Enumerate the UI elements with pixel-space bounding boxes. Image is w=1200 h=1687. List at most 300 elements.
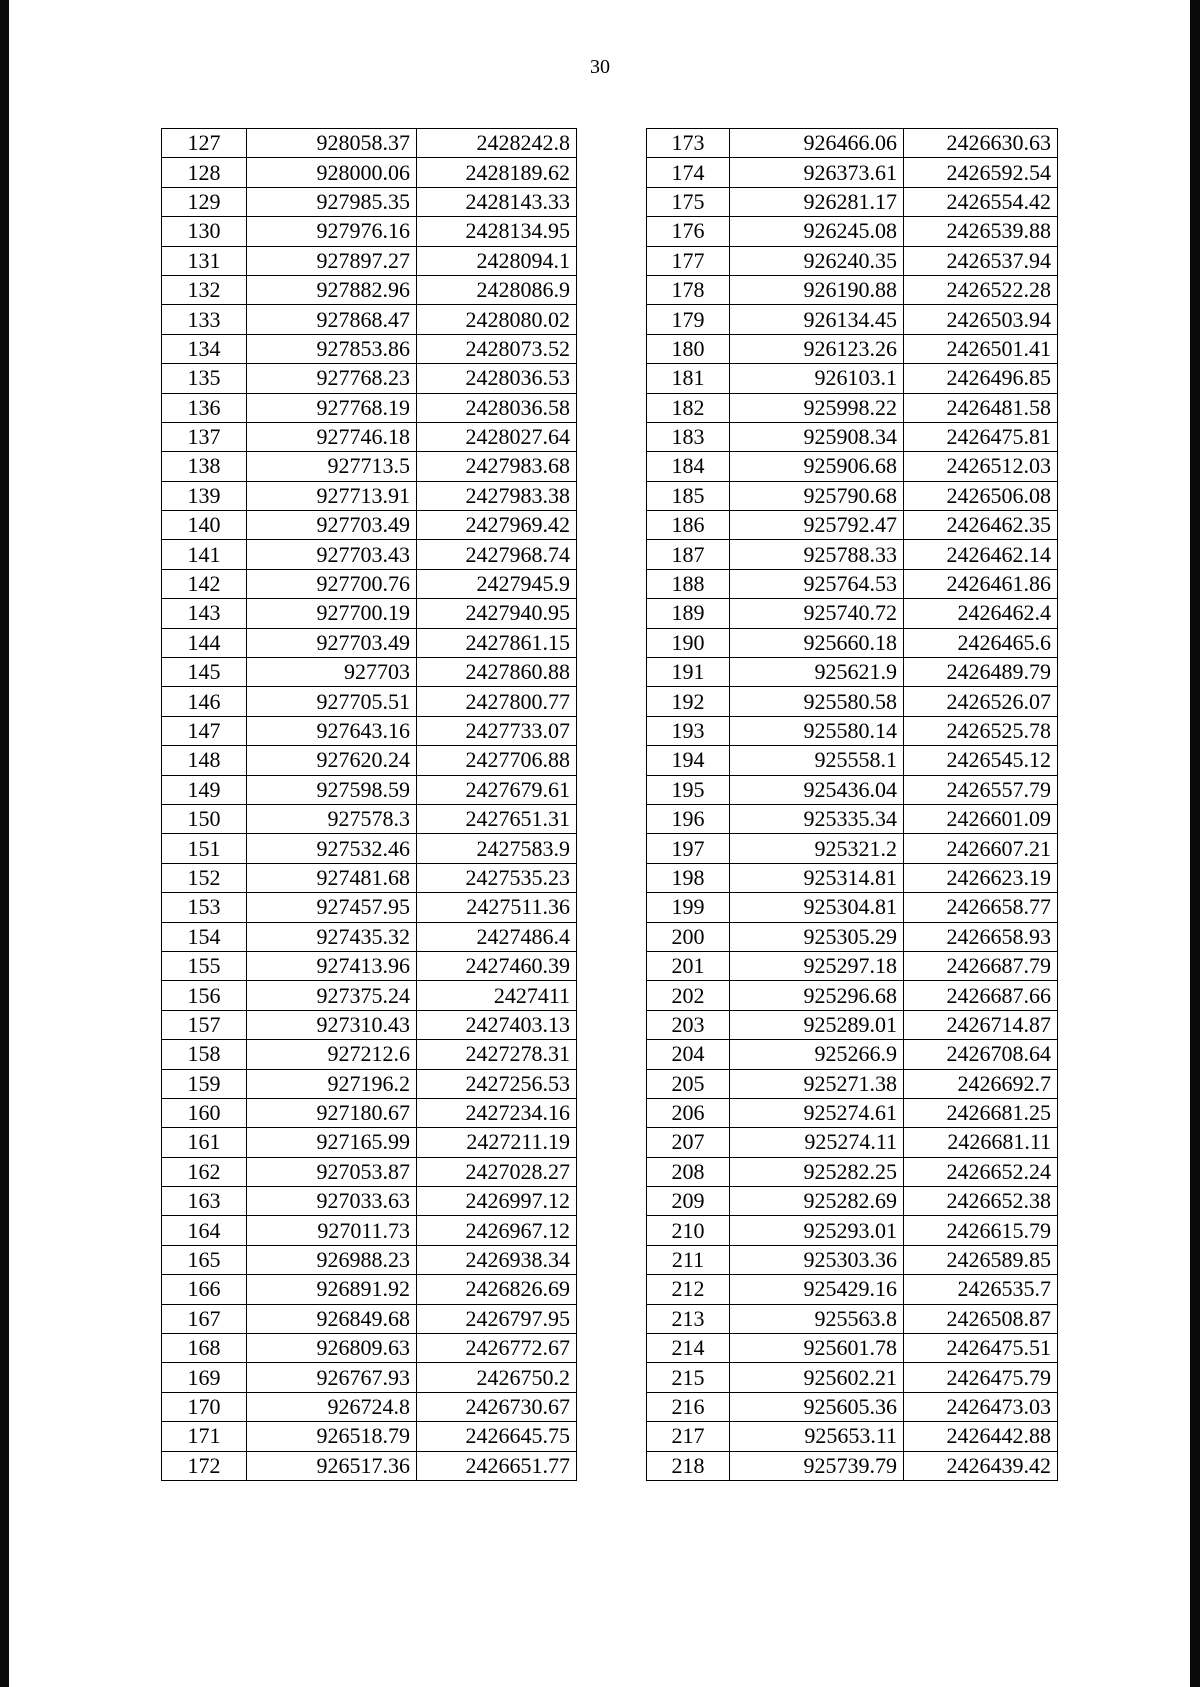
- table-row: [647, 1040, 1058, 1069]
- table-row: [647, 834, 1058, 863]
- table-row: [162, 1245, 577, 1274]
- table-row: [162, 1334, 577, 1363]
- point-number-cell: 147: [162, 716, 247, 745]
- table-row: [647, 275, 1058, 304]
- table-row: [162, 246, 577, 275]
- point-number-cell: 201: [647, 951, 730, 980]
- y-coordinate-cell: 2426501.41: [904, 334, 1058, 363]
- x-coordinate-cell: 926724.8: [247, 1392, 417, 1421]
- point-number-cell: 162: [162, 1157, 247, 1186]
- point-number-cell: 151: [162, 834, 247, 863]
- point-number-cell: 179: [647, 305, 730, 334]
- table-row: [647, 511, 1058, 540]
- point-number-cell: 135: [162, 364, 247, 393]
- y-coordinate-cell: 2427679.61: [417, 775, 577, 804]
- x-coordinate-cell: 927165.99: [247, 1128, 417, 1157]
- point-number-cell: 141: [162, 540, 247, 569]
- y-coordinate-cell: 2426539.88: [904, 217, 1058, 246]
- y-coordinate-cell: 2428242.8: [417, 129, 577, 158]
- table-row: [647, 1010, 1058, 1039]
- x-coordinate-cell: 927643.16: [247, 716, 417, 745]
- y-coordinate-cell: 2428027.64: [417, 422, 577, 451]
- table-row: [647, 716, 1058, 745]
- point-number-cell: 161: [162, 1128, 247, 1157]
- x-coordinate-cell: 927713.91: [247, 481, 417, 510]
- x-coordinate-cell: 927435.32: [247, 922, 417, 951]
- table-row: [162, 422, 577, 451]
- point-number-cell: 156: [162, 981, 247, 1010]
- x-coordinate-cell: 927212.6: [247, 1040, 417, 1069]
- x-coordinate-cell: 926123.26: [730, 334, 904, 363]
- x-coordinate-cell: 925266.9: [730, 1040, 904, 1069]
- y-coordinate-cell: 2426687.79: [904, 951, 1058, 980]
- y-coordinate-cell: 2427486.4: [417, 922, 577, 951]
- x-coordinate-cell: 925304.81: [730, 893, 904, 922]
- point-number-cell: 208: [647, 1157, 730, 1186]
- table-row: [647, 481, 1058, 510]
- x-coordinate-cell: 925580.14: [730, 716, 904, 745]
- point-number-cell: 140: [162, 511, 247, 540]
- point-number-cell: 148: [162, 746, 247, 775]
- x-coordinate-cell: 925429.16: [730, 1275, 904, 1304]
- x-coordinate-cell: 925739.79: [730, 1451, 904, 1480]
- x-coordinate-cell: 927180.67: [247, 1098, 417, 1127]
- y-coordinate-cell: 2427511.36: [417, 893, 577, 922]
- point-number-cell: 215: [647, 1363, 730, 1392]
- table-row: [162, 628, 577, 657]
- point-number-cell: 177: [647, 246, 730, 275]
- table-row: [162, 1422, 577, 1451]
- point-number-cell: 186: [647, 511, 730, 540]
- x-coordinate-cell: 925271.38: [730, 1069, 904, 1098]
- x-coordinate-cell: 927053.87: [247, 1157, 417, 1186]
- point-number-cell: 164: [162, 1216, 247, 1245]
- x-coordinate-cell: 927985.35: [247, 187, 417, 216]
- y-coordinate-cell: 2426826.69: [417, 1275, 577, 1304]
- point-number-cell: 149: [162, 775, 247, 804]
- point-number-cell: 217: [647, 1422, 730, 1451]
- y-coordinate-cell: 2426645.75: [417, 1422, 577, 1451]
- point-number-cell: 203: [647, 1010, 730, 1039]
- y-coordinate-cell: 2426601.09: [904, 804, 1058, 833]
- y-coordinate-cell: 2426607.21: [904, 834, 1058, 863]
- table-row: [162, 834, 577, 863]
- point-number-cell: 207: [647, 1128, 730, 1157]
- table-row: [162, 599, 577, 628]
- point-number-cell: 139: [162, 481, 247, 510]
- table-row: [162, 804, 577, 833]
- x-coordinate-cell: 927853.86: [247, 334, 417, 363]
- y-coordinate-cell: 2426681.11: [904, 1128, 1058, 1157]
- y-coordinate-cell: 2426525.78: [904, 716, 1058, 745]
- table-row: [647, 129, 1058, 158]
- table-row: [162, 658, 577, 687]
- point-number-cell: 155: [162, 951, 247, 980]
- y-coordinate-cell: 2428073.52: [417, 334, 577, 363]
- x-coordinate-cell: 927011.73: [247, 1216, 417, 1245]
- x-coordinate-cell: 927897.27: [247, 246, 417, 275]
- point-number-cell: 133: [162, 305, 247, 334]
- x-coordinate-cell: 926281.17: [730, 187, 904, 216]
- x-coordinate-cell: 925660.18: [730, 628, 904, 657]
- x-coordinate-cell: 927481.68: [247, 863, 417, 892]
- y-coordinate-cell: 2426658.77: [904, 893, 1058, 922]
- table-row: [647, 1334, 1058, 1363]
- x-coordinate-cell: 927578.3: [247, 804, 417, 833]
- y-coordinate-cell: 2426503.94: [904, 305, 1058, 334]
- y-coordinate-cell: 2427968.74: [417, 540, 577, 569]
- x-coordinate-cell: 928058.37: [247, 129, 417, 158]
- point-number-cell: 176: [647, 217, 730, 246]
- table-row: [647, 1128, 1058, 1157]
- x-coordinate-cell: 926134.45: [730, 305, 904, 334]
- x-coordinate-cell: 925305.29: [730, 922, 904, 951]
- table-row: [647, 658, 1058, 687]
- table-row: [162, 1304, 577, 1333]
- y-coordinate-cell: 2426475.79: [904, 1363, 1058, 1392]
- x-coordinate-cell: 927703: [247, 658, 417, 687]
- point-number-cell: 172: [162, 1451, 247, 1480]
- y-coordinate-cell: 2426465.6: [904, 628, 1058, 657]
- x-coordinate-cell: 927598.59: [247, 775, 417, 804]
- point-number-cell: 187: [647, 540, 730, 569]
- point-number-cell: 175: [647, 187, 730, 216]
- point-number-cell: 134: [162, 334, 247, 363]
- y-coordinate-cell: 2426692.7: [904, 1069, 1058, 1098]
- y-coordinate-cell: 2426615.79: [904, 1216, 1058, 1245]
- table-row: [162, 334, 577, 363]
- table-row: [162, 746, 577, 775]
- x-coordinate-cell: 927196.2: [247, 1069, 417, 1098]
- table-row: [647, 804, 1058, 833]
- y-coordinate-cell: 2427028.27: [417, 1157, 577, 1186]
- x-coordinate-cell: 926809.63: [247, 1334, 417, 1363]
- y-coordinate-cell: 2426462.35: [904, 511, 1058, 540]
- table-row: [162, 687, 577, 716]
- x-coordinate-cell: 925436.04: [730, 775, 904, 804]
- y-coordinate-cell: 2428189.62: [417, 158, 577, 187]
- y-coordinate-cell: 2426545.12: [904, 746, 1058, 775]
- table-row: [647, 1363, 1058, 1392]
- x-coordinate-cell: 925282.69: [730, 1187, 904, 1216]
- y-coordinate-cell: 2427983.38: [417, 481, 577, 510]
- table-row: [647, 1422, 1058, 1451]
- y-coordinate-cell: 2428080.02: [417, 305, 577, 334]
- point-number-cell: 216: [647, 1392, 730, 1421]
- table-row: [162, 187, 577, 216]
- x-coordinate-cell: 925605.36: [730, 1392, 904, 1421]
- table-row: [647, 217, 1058, 246]
- x-coordinate-cell: 927746.18: [247, 422, 417, 451]
- table-row: [647, 1187, 1058, 1216]
- y-coordinate-cell: 2426750.2: [417, 1363, 577, 1392]
- x-coordinate-cell: 927700.19: [247, 599, 417, 628]
- point-number-cell: 150: [162, 804, 247, 833]
- coordinate-table-right: [646, 128, 1058, 1481]
- point-number-cell: 191: [647, 658, 730, 687]
- table-row: [162, 1040, 577, 1069]
- y-coordinate-cell: 2426554.42: [904, 187, 1058, 216]
- y-coordinate-cell: 2426681.25: [904, 1098, 1058, 1127]
- point-number-cell: 180: [647, 334, 730, 363]
- table-row: [162, 951, 577, 980]
- point-number-cell: 158: [162, 1040, 247, 1069]
- x-coordinate-cell: 926240.35: [730, 246, 904, 275]
- x-coordinate-cell: 927768.19: [247, 393, 417, 422]
- table-row: [647, 628, 1058, 657]
- point-number-cell: 182: [647, 393, 730, 422]
- x-coordinate-cell: 925321.2: [730, 834, 904, 863]
- table-row: [647, 687, 1058, 716]
- y-coordinate-cell: 2427861.15: [417, 628, 577, 657]
- table-row: [162, 275, 577, 304]
- x-coordinate-cell: 926767.93: [247, 1363, 417, 1392]
- x-coordinate-cell: 925764.53: [730, 569, 904, 598]
- table-row: [162, 716, 577, 745]
- point-number-cell: 165: [162, 1245, 247, 1274]
- table-row: [162, 1157, 577, 1186]
- table-row: [647, 775, 1058, 804]
- y-coordinate-cell: 2426461.86: [904, 569, 1058, 598]
- table-row: [647, 981, 1058, 1010]
- y-coordinate-cell: 2426652.38: [904, 1187, 1058, 1216]
- x-coordinate-cell: 927768.23: [247, 364, 417, 393]
- x-coordinate-cell: 925653.11: [730, 1422, 904, 1451]
- point-number-cell: 167: [162, 1304, 247, 1333]
- table-row: [162, 217, 577, 246]
- y-coordinate-cell: 2426652.24: [904, 1157, 1058, 1186]
- x-coordinate-cell: 927868.47: [247, 305, 417, 334]
- x-coordinate-cell: 925790.68: [730, 481, 904, 510]
- point-number-cell: 190: [647, 628, 730, 657]
- y-coordinate-cell: 2427945.9: [417, 569, 577, 598]
- table-row: [647, 569, 1058, 598]
- point-number-cell: 184: [647, 452, 730, 481]
- table-row: [647, 1245, 1058, 1274]
- point-number-cell: 192: [647, 687, 730, 716]
- table-row: [647, 1451, 1058, 1480]
- coordinate-table-left: [161, 128, 577, 1481]
- x-coordinate-cell: 926103.1: [730, 364, 904, 393]
- point-number-cell: 174: [647, 158, 730, 187]
- point-number-cell: 209: [647, 1187, 730, 1216]
- y-coordinate-cell: 2426630.63: [904, 129, 1058, 158]
- point-number-cell: 214: [647, 1334, 730, 1363]
- y-coordinate-cell: 2426623.19: [904, 863, 1058, 892]
- x-coordinate-cell: 926849.68: [247, 1304, 417, 1333]
- x-coordinate-cell: 925282.25: [730, 1157, 904, 1186]
- y-coordinate-cell: 2426708.64: [904, 1040, 1058, 1069]
- y-coordinate-cell: 2427969.42: [417, 511, 577, 540]
- y-coordinate-cell: 2426687.66: [904, 981, 1058, 1010]
- point-number-cell: 199: [647, 893, 730, 922]
- x-coordinate-cell: 925303.36: [730, 1245, 904, 1274]
- y-coordinate-cell: 2426797.95: [417, 1304, 577, 1333]
- table-row: [647, 1157, 1058, 1186]
- y-coordinate-cell: 2427211.19: [417, 1128, 577, 1157]
- y-coordinate-cell: 2426496.85: [904, 364, 1058, 393]
- x-coordinate-cell: 926988.23: [247, 1245, 417, 1274]
- table-row: [647, 452, 1058, 481]
- table-row: [647, 422, 1058, 451]
- table-row: [162, 1010, 577, 1039]
- table-row: [162, 1216, 577, 1245]
- y-coordinate-cell: 2426506.08: [904, 481, 1058, 510]
- table-row: [647, 599, 1058, 628]
- y-coordinate-cell: 2426489.79: [904, 658, 1058, 687]
- point-number-cell: 146: [162, 687, 247, 716]
- table-row: [162, 452, 577, 481]
- x-coordinate-cell: 927976.16: [247, 217, 417, 246]
- table-row: [647, 246, 1058, 275]
- point-number-cell: 157: [162, 1010, 247, 1039]
- point-number-cell: 129: [162, 187, 247, 216]
- point-number-cell: 127: [162, 129, 247, 158]
- x-coordinate-cell: 925314.81: [730, 863, 904, 892]
- table-row: [162, 1392, 577, 1421]
- table-row: [647, 863, 1058, 892]
- point-number-cell: 160: [162, 1098, 247, 1127]
- table-row: [162, 1451, 577, 1480]
- point-number-cell: 198: [647, 863, 730, 892]
- x-coordinate-cell: 925580.58: [730, 687, 904, 716]
- y-coordinate-cell: 2426473.03: [904, 1392, 1058, 1421]
- y-coordinate-cell: 2426997.12: [417, 1187, 577, 1216]
- point-number-cell: 200: [647, 922, 730, 951]
- x-coordinate-cell: 925908.34: [730, 422, 904, 451]
- y-coordinate-cell: 2427651.31: [417, 804, 577, 833]
- y-coordinate-cell: 2427733.07: [417, 716, 577, 745]
- point-number-cell: 143: [162, 599, 247, 628]
- point-number-cell: 185: [647, 481, 730, 510]
- point-number-cell: 170: [162, 1392, 247, 1421]
- point-number-cell: 212: [647, 1275, 730, 1304]
- table-row: [162, 1069, 577, 1098]
- y-coordinate-cell: 2427983.68: [417, 452, 577, 481]
- y-coordinate-cell: 2426462.4: [904, 599, 1058, 628]
- table-row: [647, 334, 1058, 363]
- x-coordinate-cell: 927413.96: [247, 951, 417, 980]
- x-coordinate-cell: 925601.78: [730, 1334, 904, 1363]
- y-coordinate-cell: 2427860.88: [417, 658, 577, 687]
- y-coordinate-cell: 2426535.7: [904, 1275, 1058, 1304]
- y-coordinate-cell: 2426526.07: [904, 687, 1058, 716]
- y-coordinate-cell: 2428036.53: [417, 364, 577, 393]
- table-row: [647, 951, 1058, 980]
- table-row: [647, 893, 1058, 922]
- y-coordinate-cell: 2428036.58: [417, 393, 577, 422]
- point-number-cell: 152: [162, 863, 247, 892]
- x-coordinate-cell: 925998.22: [730, 393, 904, 422]
- table-row: [647, 1216, 1058, 1245]
- point-number-cell: 154: [162, 922, 247, 951]
- y-coordinate-cell: 2427535.23: [417, 863, 577, 892]
- table-row: [162, 1363, 577, 1392]
- x-coordinate-cell: 927375.24: [247, 981, 417, 1010]
- table-row: [647, 1098, 1058, 1127]
- point-number-cell: 166: [162, 1275, 247, 1304]
- y-coordinate-cell: 2427583.9: [417, 834, 577, 863]
- y-coordinate-cell: 2427460.39: [417, 951, 577, 980]
- y-coordinate-cell: 2426481.58: [904, 393, 1058, 422]
- x-coordinate-cell: 926517.36: [247, 1451, 417, 1480]
- point-number-cell: 195: [647, 775, 730, 804]
- y-coordinate-cell: 2426589.85: [904, 1245, 1058, 1274]
- x-coordinate-cell: 927033.63: [247, 1187, 417, 1216]
- y-coordinate-cell: 2427256.53: [417, 1069, 577, 1098]
- x-coordinate-cell: 928000.06: [247, 158, 417, 187]
- point-number-cell: 153: [162, 893, 247, 922]
- point-number-cell: 144: [162, 628, 247, 657]
- point-number-cell: 210: [647, 1216, 730, 1245]
- table-row: [647, 1069, 1058, 1098]
- point-number-cell: 206: [647, 1098, 730, 1127]
- y-coordinate-cell: 2426651.77: [417, 1451, 577, 1480]
- point-number-cell: 137: [162, 422, 247, 451]
- y-coordinate-cell: 2427403.13: [417, 1010, 577, 1039]
- x-coordinate-cell: 925274.61: [730, 1098, 904, 1127]
- point-number-cell: 145: [162, 658, 247, 687]
- x-coordinate-cell: 925792.47: [730, 511, 904, 540]
- y-coordinate-cell: 2427706.88: [417, 746, 577, 775]
- table-row: [647, 158, 1058, 187]
- y-coordinate-cell: 2426938.34: [417, 1245, 577, 1274]
- x-coordinate-cell: 925274.11: [730, 1128, 904, 1157]
- point-number-cell: 159: [162, 1069, 247, 1098]
- table-row: [162, 1187, 577, 1216]
- y-coordinate-cell: 2427411: [417, 981, 577, 1010]
- y-coordinate-cell: 2426462.14: [904, 540, 1058, 569]
- x-coordinate-cell: 927703.49: [247, 511, 417, 540]
- table-row: [647, 187, 1058, 216]
- page-number: 30: [590, 56, 610, 78]
- table-row: [647, 746, 1058, 775]
- y-coordinate-cell: 2428143.33: [417, 187, 577, 216]
- y-coordinate-cell: 2426512.03: [904, 452, 1058, 481]
- y-coordinate-cell: 2427278.31: [417, 1040, 577, 1069]
- x-coordinate-cell: 925297.18: [730, 951, 904, 980]
- y-coordinate-cell: 2426537.94: [904, 246, 1058, 275]
- table-row: [647, 1304, 1058, 1333]
- point-number-cell: 130: [162, 217, 247, 246]
- x-coordinate-cell: 927703.49: [247, 628, 417, 657]
- y-coordinate-cell: 2426730.67: [417, 1392, 577, 1421]
- table-row: [162, 364, 577, 393]
- table-row: [647, 393, 1058, 422]
- point-number-cell: 132: [162, 275, 247, 304]
- x-coordinate-cell: 926466.06: [730, 129, 904, 158]
- x-coordinate-cell: 925289.01: [730, 1010, 904, 1039]
- x-coordinate-cell: 927310.43: [247, 1010, 417, 1039]
- table-row: [647, 305, 1058, 334]
- point-number-cell: 169: [162, 1363, 247, 1392]
- y-coordinate-cell: 2426967.12: [417, 1216, 577, 1245]
- scan-edge-right: [1190, 0, 1200, 1687]
- y-coordinate-cell: 2426772.67: [417, 1334, 577, 1363]
- table-row: [647, 540, 1058, 569]
- table-row: [162, 158, 577, 187]
- x-coordinate-cell: 925906.68: [730, 452, 904, 481]
- table-row: [162, 481, 577, 510]
- table-row: [647, 1275, 1058, 1304]
- y-coordinate-cell: 2426475.51: [904, 1334, 1058, 1363]
- y-coordinate-cell: 2426442.88: [904, 1422, 1058, 1451]
- point-number-cell: 171: [162, 1422, 247, 1451]
- table-row: [647, 922, 1058, 951]
- x-coordinate-cell: 925563.8: [730, 1304, 904, 1333]
- table-row: [162, 775, 577, 804]
- x-coordinate-cell: 927882.96: [247, 275, 417, 304]
